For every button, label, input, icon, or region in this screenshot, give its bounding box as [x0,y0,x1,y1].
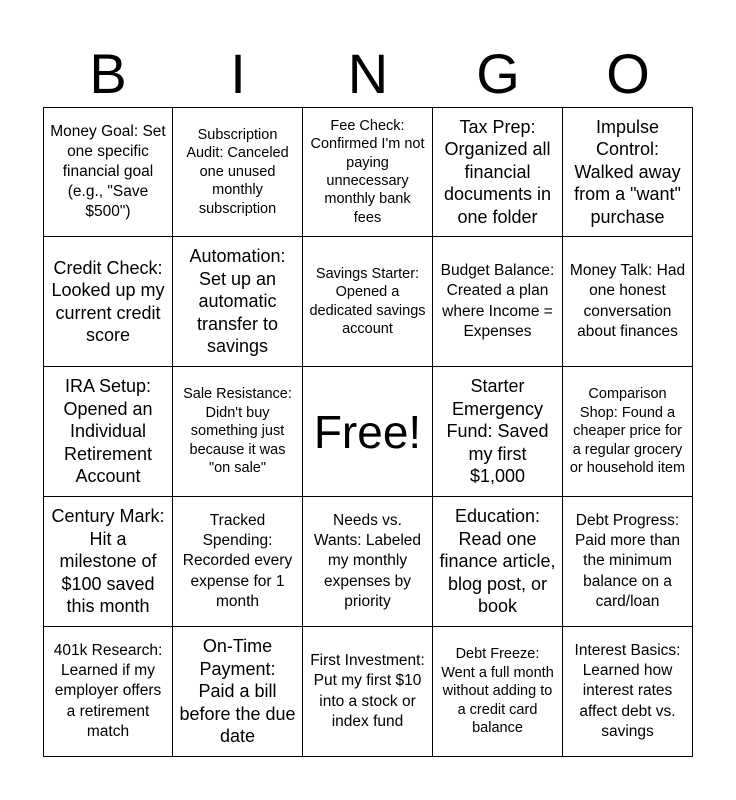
cell-text: Interest Basics: Learned how interest rates affect debt vs. savings [574,642,681,740]
bingo-cell[interactable] [173,237,303,367]
cell-text: Money Goal: Set one specific financial goal (e.g., "Save $500") [50,122,166,221]
bingo-cell[interactable] [303,497,433,627]
cell-text: Budget Balance: Created a plan where Income = Expenses [440,262,555,340]
bingo-cell[interactable] [43,367,173,497]
bingo-cell[interactable] [303,627,433,757]
cell-text: IRA Setup: Opened an Individual Retirement Account [63,376,153,487]
bingo-cell[interactable] [433,497,563,627]
cell-text: Starter Emergency Fund: Saved my first $1,000 [446,376,549,487]
bingo-cell[interactable] [173,497,303,627]
bingo-cell[interactable] [43,627,173,757]
bingo-cell[interactable] [433,237,563,367]
bingo-cell[interactable] [43,237,173,367]
bingo-cell[interactable] [563,627,693,757]
cell-text: Sale Resistance: Didn't buy something just because it was "on sale" [183,386,292,477]
bingo-cell[interactable] [433,367,563,497]
bingo-board [43,107,693,757]
bingo-cell[interactable] [303,237,433,367]
cell-text: Century Mark: Hit a milestone of $100 saved this month [51,506,165,617]
cell-text: Comparison Shop: Found a cheaper price for a regular grocery or household item [569,386,686,477]
header-letter-i: I [230,42,246,105]
header-letter-b: B [89,42,127,105]
bingo-cell[interactable] [563,367,693,497]
header-letter-n: N [347,42,389,105]
bingo-cell[interactable] [563,237,693,367]
cell-text: Education: Read one finance article, blog post, or book [439,506,556,617]
cell-text: Debt Freeze: Went a full month without adding to a credit card balance [441,646,554,737]
cell-text: Fee Check: Confirmed I'm not paying unnecessary monthly bank fees [310,117,425,226]
cell-text: Impulse Control: Walked away from a "want" purchase [574,116,681,227]
free-space-cell[interactable] [303,367,433,497]
bingo-cell[interactable] [433,107,563,237]
cell-text: Savings Starter: Opened a dedicated savings account [309,265,426,337]
free-space-text: Free! [313,405,422,458]
bingo-header [43,40,693,108]
bingo-cell[interactable] [563,497,693,627]
cell-text: 401k Research: Learned if my employer offers a retirement match [53,642,163,740]
header-letter-o: O [606,42,650,105]
cell-text: Automation: Set up an automatic transfer to savings [189,246,286,357]
cell-text: Needs vs. Wants: Labeled my monthly expenses by priority [313,512,422,610]
bingo-cell[interactable] [173,627,303,757]
bingo-cell[interactable] [43,107,173,237]
bingo-cell[interactable] [303,107,433,237]
cell-text: First Investment: Put my first $10 into a stock or index fund [310,652,425,730]
cell-text: Subscription Audit: Canceled one unused monthly subscription [186,126,289,217]
bingo-cell[interactable] [43,497,173,627]
header-letter-g: G [476,42,520,105]
cell-text: Credit Check: Looked up my current credit score [51,257,165,345]
cell-text: Debt Progress: Paid more than the minimum balance on a card/loan [574,512,681,610]
bingo-cell[interactable] [173,107,303,237]
cell-text: Tracked Spending: Recorded every expense for 1 month [182,512,293,610]
bingo-cell[interactable] [173,367,303,497]
bingo-cell[interactable] [433,627,563,757]
cell-text: Money Talk: Had one honest conversation about finances [569,262,686,340]
cell-text: On-Time Payment: Paid a bill before the due date [179,636,296,747]
bingo-cell[interactable] [563,107,693,237]
cell-text: Tax Prep: Organized all financial documents in one folder [443,116,552,227]
